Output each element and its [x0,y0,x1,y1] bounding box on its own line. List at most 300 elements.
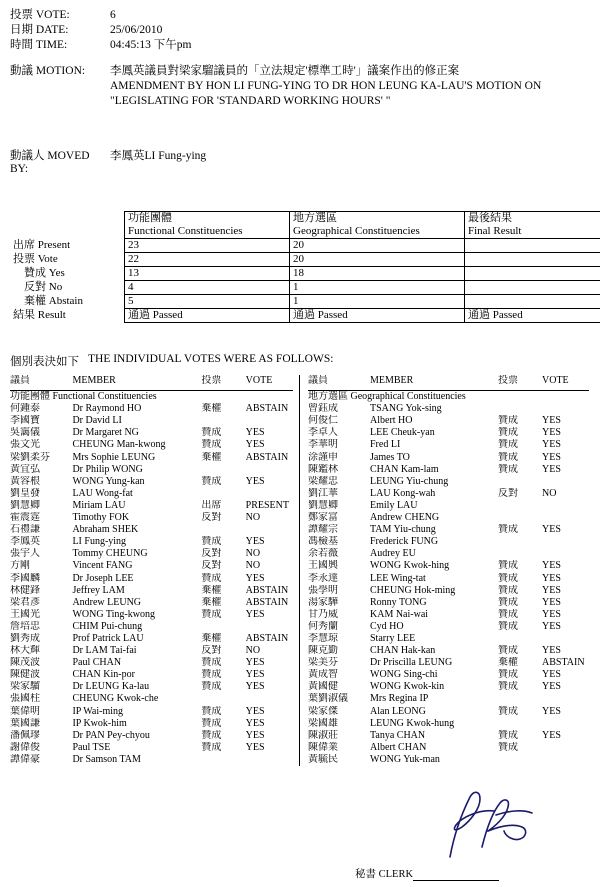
member-name-eng: Jeffrey LAM [72,585,201,597]
vote-chi: 贊成 [201,609,245,621]
vote-row [308,560,589,572]
individual-title-chi: 個別表決如下 [10,353,88,369]
member-name-eng: KAM Nai-wai [370,609,498,621]
geographical-col-headers [308,375,589,388]
member-name-chi: 劉皇發 [10,488,72,500]
member-name-chi: 李慧琼 [308,633,370,645]
summary-row [10,295,600,309]
summary-row-geographical: 1 [290,281,465,295]
vote-row [10,754,293,766]
member-name-chi: 林健鋒 [10,585,72,597]
member-name-chi: 梁美芬 [308,657,370,669]
vote-chi: 反對 [498,488,542,500]
vote-chi: 贊成 [498,439,542,451]
vote-chi: 出席 [201,500,245,512]
vote-eng [542,476,589,488]
member-name-chi: 潘佩璆 [10,730,72,742]
vote-row [308,488,589,500]
time-row [10,38,570,52]
member-name-eng: LEE Wing-tat [370,573,498,585]
vote-eng: YES [246,742,293,754]
vote-eng: YES [542,560,589,572]
vote-row [308,718,589,730]
col-member-eng: MEMBER [72,375,201,388]
vote-row [308,693,589,705]
vote-chi: 贊成 [498,621,542,633]
vote-chi [201,464,245,476]
member-name-eng: Paul CHAN [72,657,201,669]
col-member-chi: 議員 [10,375,72,388]
summary-row-final [465,281,600,295]
member-name-eng: Starry LEE [370,633,498,645]
vote-chi: 贊成 [498,585,542,597]
motion-row [10,64,570,109]
vote-row [308,512,589,524]
vote-row [10,609,293,621]
vote-eng: YES [542,706,589,718]
vote-chi: 贊成 [498,415,542,427]
vote-row [10,415,293,427]
member-name-eng: CHAN Kin-por [72,669,201,681]
summary-header-final [465,212,600,239]
member-name-eng: Tanya CHAN [370,730,498,742]
member-name-eng: Paul TSE [72,742,201,754]
vote-chi: 贊成 [498,609,542,621]
functional-col-headers [10,375,293,388]
summary-row-final [465,267,600,281]
member-name-eng: TAM Yiu-chung [370,524,498,536]
member-name-chi: 梁耀忠 [308,476,370,488]
member-name-chi: 涂謹申 [308,452,370,464]
vote-chi [201,415,245,427]
member-name-eng: CHIM Pui-chung [72,621,201,633]
member-name-chi: 黃毓民 [308,754,370,766]
member-name-eng: Albert HO [370,415,498,427]
summary-body [10,239,600,323]
member-name-chi: 鄭家富 [308,512,370,524]
vote-chi [201,621,245,633]
vote-eng: YES [246,573,293,585]
summary-row-geographical: 通過 Passed [290,309,465,323]
vote-eng: YES [542,415,589,427]
vote-eng [246,488,293,500]
vote-chi: 贊成 [201,427,245,439]
vote-eng: YES [542,621,589,633]
vote-chi [201,524,245,536]
vote-eng [542,754,589,766]
vote-chi [498,500,542,512]
vote-chi [498,718,542,730]
vote-chi: 棄權 [201,452,245,464]
member-name-eng: Frederick FUNG [370,536,498,548]
member-name-eng: Dr David LI [72,415,201,427]
vote-chi [498,633,542,645]
member-name-eng: Fred LI [370,439,498,451]
vote-row [10,500,293,512]
vote-row [10,706,293,718]
vote-row [10,452,293,464]
vote-row [10,476,293,488]
vote-chi: 棄權 [201,403,245,415]
vote-chi: 贊成 [498,427,542,439]
col-member-eng: MEMBER [370,375,498,388]
member-name-eng: CHEUNG Kwok-che [72,693,201,705]
member-name-chi: 陳鑑林 [308,464,370,476]
vote-chi: 贊成 [498,452,542,464]
vote-chi [201,754,245,766]
vote-eng: ABSTAIN [246,633,293,645]
geographical-section-label: 地方選區 Geographical Constituencies [308,391,589,404]
member-name-chi: 王國興 [308,560,370,572]
geographical-column [299,375,588,766]
individual-votes-tables [10,375,588,766]
member-name-chi: 詹培忠 [10,621,72,633]
member-name-chi: 方剛 [10,560,72,572]
vote-eng: YES [246,439,293,451]
member-name-eng: Andrew CHENG [370,512,498,524]
vote-eng: PRESENT [246,500,293,512]
member-name-eng: Dr Philip WONG [72,464,201,476]
vote-eng: YES [542,452,589,464]
vote-eng: YES [542,609,589,621]
member-name-eng: WONG Sing-chi [370,669,498,681]
vote-row [10,524,293,536]
vote-eng: NO [246,512,293,524]
summary-row-functional: 13 [125,267,290,281]
vote-eng [246,524,293,536]
vote-chi: 贊成 [201,742,245,754]
vote-eng: NO [246,645,293,657]
vote-row [10,488,293,500]
member-name-chi: 吳靄儀 [10,427,72,439]
vote-eng: YES [542,681,589,693]
vote-row [308,464,589,476]
vote-row [308,742,589,754]
member-name-chi: 陳茂波 [10,657,72,669]
vote-eng: ABSTAIN [246,403,293,415]
member-name-chi: 梁家騮 [10,681,72,693]
summary-header-geographical [290,212,465,239]
member-name-chi: 李鳳英 [10,536,72,548]
geographical-section-row [308,391,589,404]
member-name-chi: 張文光 [10,439,72,451]
vote-row [308,415,589,427]
member-name-chi: 張國柱 [10,693,72,705]
vote-row [308,609,589,621]
member-name-chi: 甘乃威 [308,609,370,621]
motion-label: 動議 MOTION: [10,64,110,79]
moved-by-row [10,147,600,175]
member-name-eng: Dr Samson TAM [72,754,201,766]
vote-eng: YES [246,476,293,488]
summary-row-geographical: 1 [290,295,465,309]
vote-row [308,706,589,718]
vote-eng: YES [246,536,293,548]
geographical-votes-table [308,375,589,766]
vote-row [308,645,589,657]
vote-chi: 贊成 [498,560,542,572]
vote-chi: 棄權 [201,597,245,609]
moved-by-value: 李鳳英LI Fung-ying [110,147,206,175]
member-name-eng: Andrew LEUNG [72,597,201,609]
vote-eng: YES [542,439,589,451]
motion-line-1: 李鳳英議員對梁家騮議員的「立法規定'標準工時'」議案作出的修正案 [110,64,541,79]
member-name-chi: 梁劉柔芬 [10,452,72,464]
summary-row-final [465,253,600,267]
member-name-eng: LI Fung-ying [72,536,201,548]
vote-row [10,718,293,730]
vote-chi: 贊成 [201,669,245,681]
vote-row [10,427,293,439]
summary-row-final: 通過 Passed [465,309,600,323]
member-name-chi: 曾鈺成 [308,403,370,415]
member-name-eng: LEUNG Kwok-hung [370,718,498,730]
member-name-chi: 陳淑莊 [308,730,370,742]
member-name-eng: WONG Kwok-kin [370,681,498,693]
vote-chi: 反對 [201,560,245,572]
functional-section-row [10,391,293,404]
vote-row [10,585,293,597]
member-name-chi: 劉慧卿 [308,500,370,512]
time-label: 時間 TIME: [10,38,110,52]
summary-row-label: 贊成 Yes [10,267,125,281]
vote-chi: 贊成 [498,669,542,681]
member-name-chi: 梁家傑 [308,706,370,718]
functional-votes-body [10,403,293,766]
vote-chi [498,536,542,548]
vote-eng: YES [246,706,293,718]
vote-eng [542,512,589,524]
member-name-chi: 劉秀成 [10,633,72,645]
vote-eng: YES [542,645,589,657]
member-name-eng: WONG Yuk-man [370,754,498,766]
clerk-label: 秘書 CLERK [355,869,413,880]
summary-header-functional [125,212,290,239]
vote-eng: YES [246,681,293,693]
member-name-chi: 劉慧卿 [10,500,72,512]
vote-eng [542,536,589,548]
vote-row [10,681,293,693]
col-vote-chi: 投票 [201,375,245,388]
member-name-eng: Albert CHAN [370,742,498,754]
geographical-votes-body [308,403,589,766]
vote-chi: 反對 [201,512,245,524]
vote-row [308,681,589,693]
vote-eng: NO [542,488,589,500]
member-name-chi: 李永達 [308,573,370,585]
vote-row [10,645,293,657]
vote-row [10,548,293,560]
vote-row [308,500,589,512]
vote-row [10,573,293,585]
vote-eng: ABSTAIN [246,597,293,609]
vote-eng: NO [246,560,293,572]
member-name-eng: CHEUNG Man-kwong [72,439,201,451]
vote-chi: 贊成 [201,706,245,718]
member-name-chi: 葉劉淑儀 [308,693,370,705]
summary-row [10,309,600,323]
vote-eng [246,693,293,705]
member-name-eng: Dr Priscilla LEUNG [370,657,498,669]
vote-row [308,439,589,451]
vote-eng: YES [542,573,589,585]
final-chi: 最後結果 [468,212,600,225]
vote-eng [542,548,589,560]
motion-line-3: "LEGISLATING FOR 'STANDARD WORKING HOURS' " [110,94,541,109]
functional-chi: 功能團體 [128,212,286,225]
vote-row [308,657,589,669]
summary-header-blank [10,212,125,239]
member-name-eng: TSANG Yok-sing [370,403,498,415]
member-name-eng: Dr Joseph LEE [72,573,201,585]
member-name-eng: CHAN Hak-kan [370,645,498,657]
summary-row-functional: 22 [125,253,290,267]
vote-chi [201,693,245,705]
vote-row [308,585,589,597]
vote-eng [246,754,293,766]
signature [436,787,546,859]
member-name-eng: James TO [370,452,498,464]
vote-chi: 贊成 [201,657,245,669]
vote-eng: ABSTAIN [542,657,589,669]
functional-section-label: 功能團體 Functional Constituencies [10,391,293,404]
member-name-eng: Dr LEUNG Ka-lau [72,681,201,693]
vote-chi: 棄權 [201,585,245,597]
vote-row [10,464,293,476]
summary-row [10,281,600,295]
member-name-chi: 陳健波 [10,669,72,681]
vote-chi: 反對 [201,645,245,657]
member-name-chi: 黃國健 [308,681,370,693]
member-name-eng: Tommy CHEUNG [72,548,201,560]
vote-chi [498,476,542,488]
vote-eng: ABSTAIN [246,452,293,464]
vote-row [308,427,589,439]
vote-row [10,621,293,633]
summary-row-functional: 通過 Passed [125,309,290,323]
member-name-chi: 黃容根 [10,476,72,488]
clerk-rule [413,869,499,881]
member-name-eng: Emily LAU [370,500,498,512]
vote-row [308,573,589,585]
member-name-chi: 霍震霆 [10,512,72,524]
vote-eng: YES [246,609,293,621]
member-name-eng: Audrey EU [370,548,498,560]
vote-eng: YES [542,730,589,742]
summary-header-row [10,212,600,239]
member-name-eng: CHEUNG Hok-ming [370,585,498,597]
summary-row-label: 出席 Present [10,239,125,253]
date-value: 25/06/2010 [110,23,162,37]
moved-by-label: 動議人 MOVED BY: [10,147,110,175]
vote-eng: YES [246,657,293,669]
vote-chi: 贊成 [201,681,245,693]
individual-votes-title [10,353,600,369]
vote-row [308,730,589,742]
member-name-eng: Dr Margaret NG [72,427,201,439]
member-name-chi: 余若薇 [308,548,370,560]
col-vote-eng: VOTE [542,375,589,388]
member-name-eng: Timothy FOK [72,512,201,524]
individual-title-eng: THE INDIVIDUAL VOTES WERE AS FOLLOWS: [88,353,333,369]
member-name-chi: 譚耀宗 [308,524,370,536]
functional-eng: Functional Constituencies [128,225,286,238]
member-name-chi: 李卓人 [308,427,370,439]
spacer [10,53,570,60]
summary-row-label: 棄權 Abstain [10,295,125,309]
vote-eng: YES [246,427,293,439]
vote-chi: 贊成 [498,524,542,536]
summary-row-geographical: 20 [290,253,465,267]
member-name-chi: 李國麟 [10,573,72,585]
vote-row [10,693,293,705]
vote-eng [542,742,589,754]
member-name-eng: LAU Wong-fat [72,488,201,500]
summary-row-geographical: 20 [290,239,465,253]
member-name-eng: Miriam LAU [72,500,201,512]
member-name-chi: 陳偉業 [308,742,370,754]
member-name-eng: WONG Ting-kwong [72,609,201,621]
vote-row [10,439,293,451]
vote-chi: 贊成 [201,730,245,742]
summary-row-final [465,295,600,309]
member-name-eng: WONG Kwok-hing [370,560,498,572]
vote-row [308,524,589,536]
vote-eng [542,403,589,415]
vote-chi [498,512,542,524]
summary-row [10,267,600,281]
vote-chi: 棄權 [498,657,542,669]
vote-row [10,657,293,669]
vote-row [308,476,589,488]
geographical-eng: Geographical Constituencies [293,225,461,238]
vote-row [308,403,589,415]
vote-chi: 贊成 [498,645,542,657]
vote-chi: 贊成 [498,742,542,754]
vote-chi [498,548,542,560]
member-name-chi: 何俊仁 [308,415,370,427]
vote-row [10,403,293,415]
member-name-chi: 石禮謙 [10,524,72,536]
vote-chi: 贊成 [498,597,542,609]
vote-chi: 棄權 [201,633,245,645]
summary-row-functional: 4 [125,281,290,295]
member-name-chi: 李國寶 [10,415,72,427]
vote-eng: YES [542,427,589,439]
vote-eng: YES [542,669,589,681]
member-name-eng: Alan LEONG [370,706,498,718]
member-name-chi: 馮檢基 [308,536,370,548]
member-name-chi: 葉國謙 [10,718,72,730]
member-name-chi: 劉江華 [308,488,370,500]
vote-chi: 贊成 [498,681,542,693]
vote-chi: 贊成 [201,536,245,548]
vote-row [308,548,589,560]
vote-eng [542,718,589,730]
vote-row [10,512,293,524]
member-name-eng: Abraham SHEK [72,524,201,536]
member-name-chi: 黃宜弘 [10,464,72,476]
member-name-eng: Dr LAM Tai-fai [72,645,201,657]
vote-eng: NO [246,548,293,560]
vote-value: 6 [110,8,116,22]
vote-row [10,669,293,681]
member-name-eng: Mrs Regina IP [370,693,498,705]
member-name-eng: IP Wai-ming [72,706,201,718]
member-name-chi: 林大輝 [10,645,72,657]
member-name-chi: 湯家驊 [308,597,370,609]
vote-eng: ABSTAIN [246,585,293,597]
